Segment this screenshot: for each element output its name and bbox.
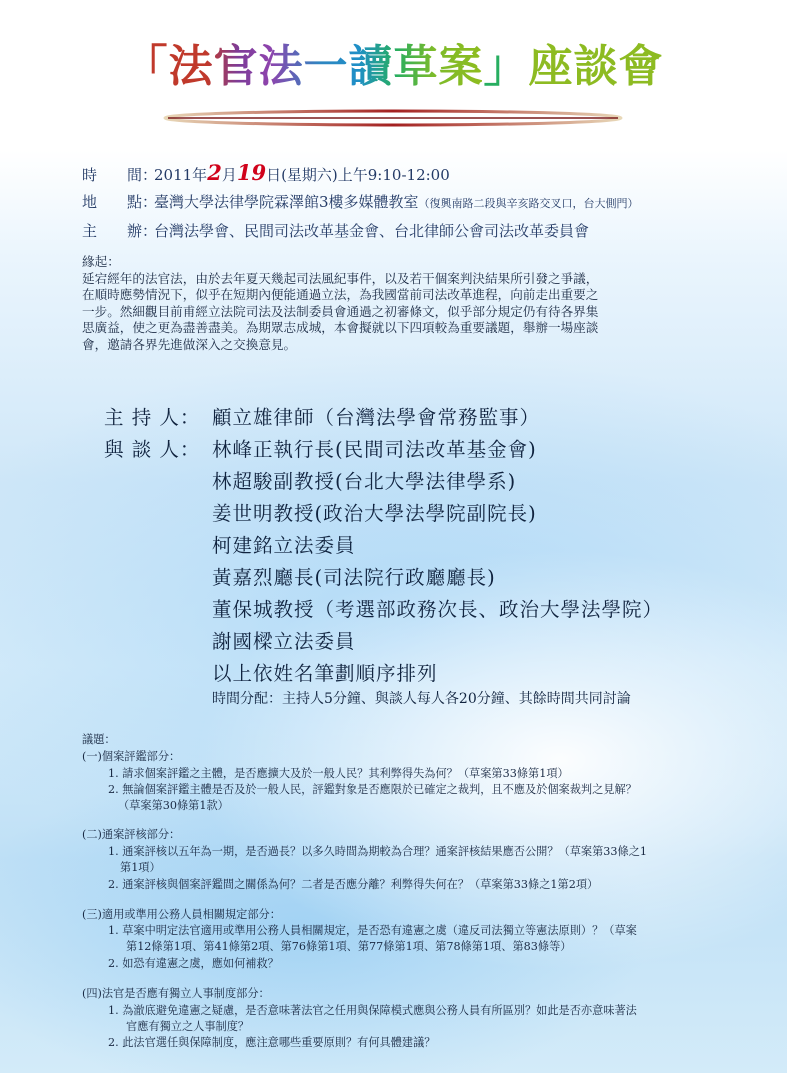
intro-line: 思廣益，使之更為盡善盡美。為期眾志成城，本會擬就以下四項較為重要議題，舉辦一場座談 [82,320,599,335]
intro-line: 在順時應勢情況下，似乎在短期內便能通過立法，為我國當前司法改革進程，向前走出重要之 [82,287,599,302]
panelist-item: 林超駿副教授(台北大學法律學系) [212,470,517,493]
intro-section [82,254,712,353]
time-rest: 日(星期六)上午9:10-12:00 [266,166,450,184]
title-open-bracket: 「 [123,41,169,92]
moderator-value: 顧立雄律師（台灣法學會常務監事） [212,406,541,429]
panelist-item: 柯建銘立法委員 [212,534,356,557]
issues-heading: 議題： [82,733,116,746]
issue-item: 1. 通案評核以五年為一期，是否過長？以多久時間為期較為合理？通案評核結果應否公開？（草案第33條之1 [108,845,648,858]
issue-item: （草案第30條第1款） [118,799,229,812]
time-year: 2011年 [154,166,208,184]
host-value: 台灣法學會、民間司法改革基金會、台北律師公會司法改革委員會 [154,222,590,240]
host-label: 主 辦： [82,222,158,240]
time-label: 時 間： [82,166,158,184]
event-host [82,220,589,241]
place-value: 臺灣大學法律學院霖澤館3樓多媒體教室 [154,193,419,211]
place-note: （復興南路二段與辛亥路交叉口，台大側門） [418,197,639,210]
issue-section-title: (四)法官是否應有獨立人事制度部分： [82,987,270,1000]
intro-line: 延宕經年的法官法，由於去年夏天幾起司法風紀事件，以及若干個案判決結果所引發之爭議， [82,270,599,286]
issue-item: 2. 無論個案評鑑主體是否及於一般人民，評鑑對象是否應限於已確定之裁判，且不應及於個案裁判之見解？ [108,783,637,796]
panelist-order-note: 以上依姓名筆劃順序排列 [212,662,438,685]
intro-heading: 緣起： [82,254,120,269]
issue-item: 1. 請求個案評鑑之主體，是否應擴大及於一般人民？其利弊得失為何？（草案第33條第1項） [108,767,569,780]
panelist-item: 姜世明教授(政治大學法學院副院長) [212,502,537,525]
title-suffix: 座談會 [528,41,664,92]
time-month-unit: 月 [221,166,237,184]
panelist-item: 董保城教授（考選部政務次長、政治大學法學院） [212,598,664,621]
title-main: 法官法一讀草案 [169,30,484,94]
page-title [0,30,787,94]
issue-item: 第1項） [120,861,161,874]
decorative-divider [162,108,624,128]
event-time [82,160,450,185]
moderator-label: 主 持 人： [104,406,201,429]
panelists-label: 與 談 人： [104,438,201,461]
intro-line: 一步。然細觀目前甫經立法院司法及法制委員會通過之初審條文，似乎部分規定仍有待各界集 [82,303,599,319]
panelist-item: 林峰正執行長(民間司法改革基金會) [212,438,537,461]
panelist-item: 黃嘉烈廳長(司法院行政廳廳長) [212,566,496,589]
issue-item: 第12條第1項、第41條第2項、第76條第1項、第77條第1項、第78條第1項、第83條等） [126,940,572,953]
issue-item: 2. 如恐有違憲之虞，應如何補救？ [108,957,279,970]
time-month: 2 [207,160,222,185]
time-day: 19 [236,160,267,185]
issue-section-title: (二)通案評核部分： [82,828,181,841]
panelist-item: 謝國樑立法委員 [212,630,356,653]
issue-item: 2. 此法官選任與保障制度，應注意哪些重要原則？有何具體建議？ [108,1036,436,1049]
time-allocation: 時間分配：主持人5分鐘、與談人每人各20分鐘、其餘時間共同討論 [212,691,631,707]
issue-item: 官應有獨立之人事制度？ [126,1020,250,1033]
issue-item: 1. 草案中明定法官適用或準用公務人員相關規定，是否恐有違憲之虞（違反司法獨立等憲法原則）？（草案 [108,924,637,937]
issue-section-title: (一)個案評鑑部分： [82,750,181,763]
issue-section-title: (三)適用或準用公務人員相關規定部分： [82,908,281,921]
title-close-bracket: 」 [483,41,529,92]
issue-item: 1. 為澈底避免違憲之疑慮，是否意味著法官之任用與保障模式應與公務人員有所區別？如此是否亦意味著法 [108,1004,637,1017]
event-place [82,191,639,212]
intro-line: 會，邀請各界先進做深入之交換意見。 [82,336,297,352]
place-label: 地 點： [82,193,158,211]
issue-item: 2. 通案評核與個案評鑑間之關係為何？二者是否應分離？利弊得失何在？（草案第33條之1第2項） [108,878,599,891]
